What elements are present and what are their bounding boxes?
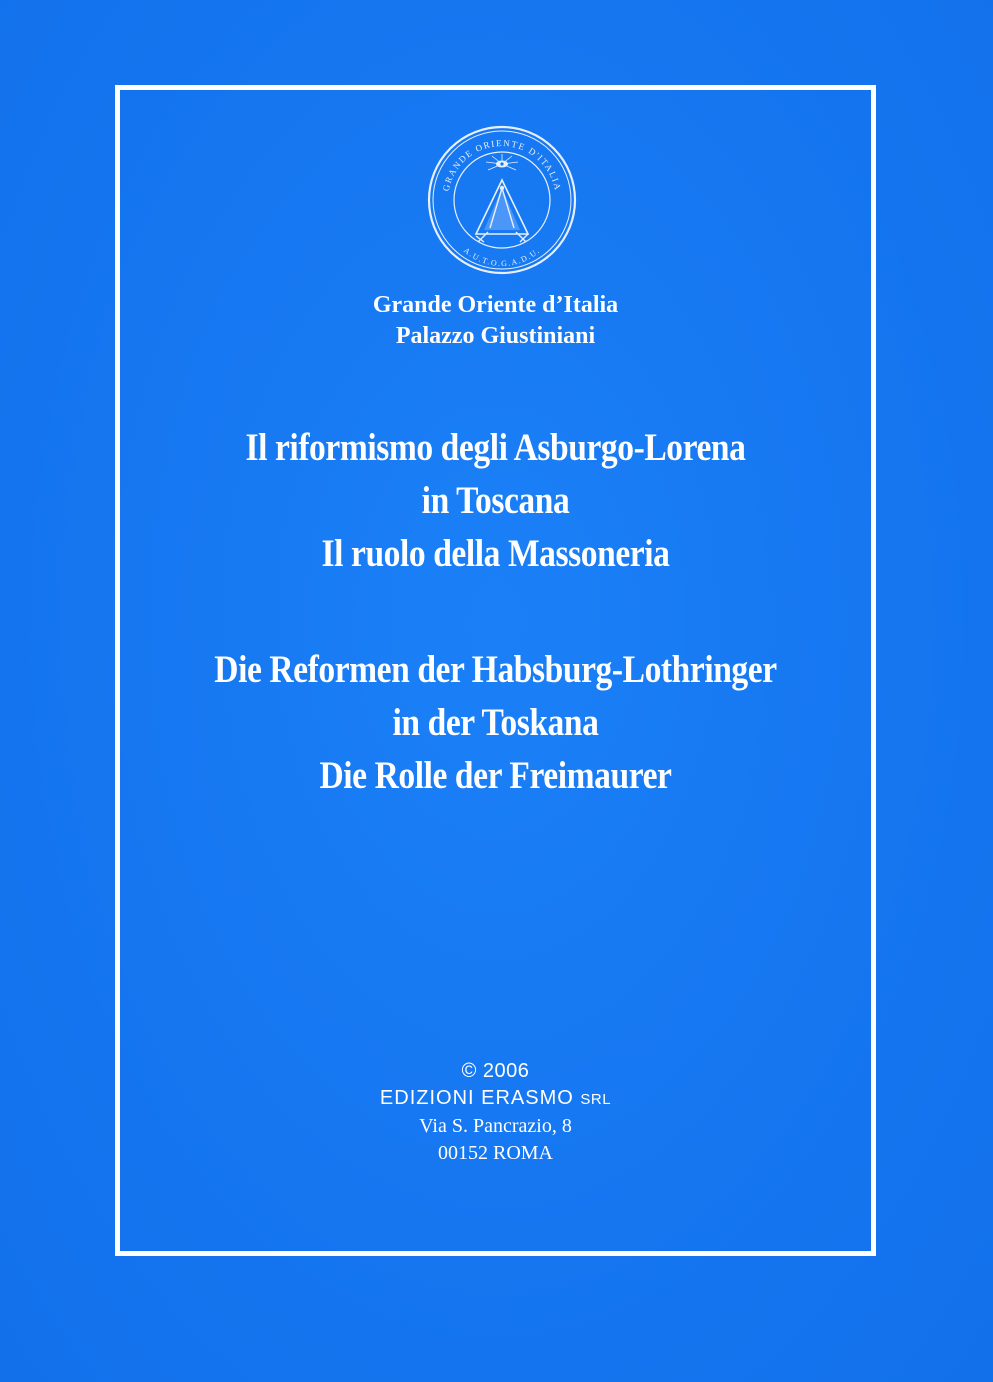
publishing-house-suffix: SRL [580, 1091, 612, 1108]
publishing-house-name: EDIZIONI ERASMO [379, 1087, 574, 1109]
masonic-seal-icon [426, 124, 578, 276]
address-street: Via S. Pancrazio, 8 [419, 1115, 572, 1137]
title-german-line-1: Die Reformen der Habsburg-Lothringer [214, 648, 777, 691]
title-italian [168, 421, 822, 580]
publishing-house [115, 1085, 876, 1113]
svg-text:GRANDE ORIENTE D'ITALIA: GRANDE ORIENTE D'ITALIA [440, 137, 564, 193]
title-german-line-3: Die Rolle der Freimaurer [319, 754, 672, 797]
copyright-notice: © 2006 [461, 1060, 530, 1082]
title-italian-line-3: Il ruolo della Massoneria [321, 532, 670, 575]
title-italian-line-1: Il riformismo degli Asburgo-Lorena [245, 426, 746, 469]
title-italian-line-2: in Toscana [421, 479, 570, 522]
title-german-line-2: in der Toskana [392, 701, 599, 744]
publisher-name: Grande Oriente d’Italia [372, 292, 619, 318]
imprint [115, 1058, 876, 1167]
publisher-heading [115, 290, 876, 352]
svg-text:A.U.T.O.G.A.D.U.: A.U.T.O.G.A.D.U. [461, 245, 543, 269]
publisher-location: Palazzo Giustiniani [395, 323, 596, 349]
title-german [168, 643, 822, 802]
address-city: 00152 ROMA [437, 1142, 553, 1164]
